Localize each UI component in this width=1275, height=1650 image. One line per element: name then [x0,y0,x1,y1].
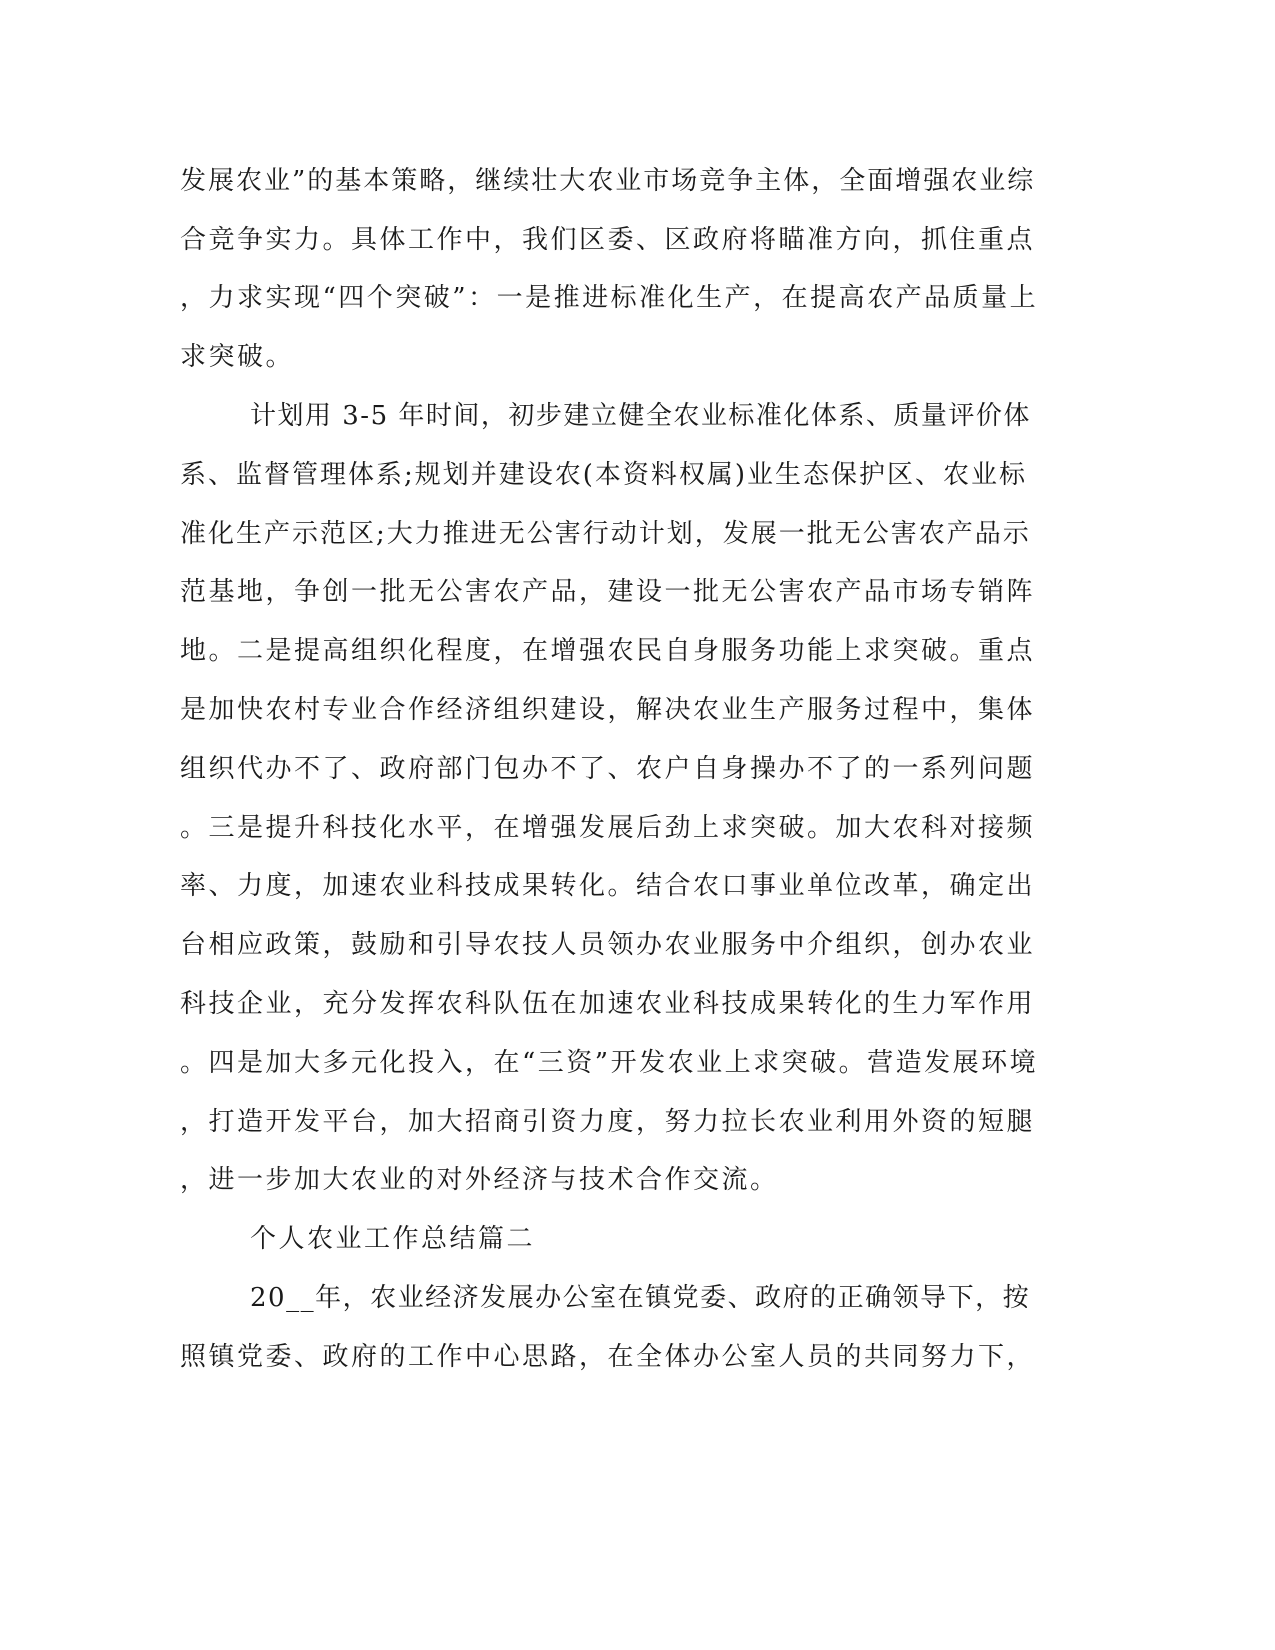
text-line: 。四是加大多元化投入，在“三资”开发农业上求突破。营造发展环境 [180,1048,1039,1078]
text-line: ，打造开发平台，加大招商引资力度，努力拉长农业利用外资的短腿 [180,1107,1036,1137]
text-line: 科技企业，充分发挥农科队伍在加速农业科技成果转化的生力军作用 [180,989,1036,1019]
section-heading: 个人农业工作总结篇二 [250,1224,536,1254]
text-line: 范基地，争创一批无公害农产品，建设一批无公害农产品市场专销阵 [180,577,1036,607]
text-line: ，进一步加大农业的对外经济与技术合作交流。 [180,1165,779,1195]
text-line: 发展农业”的基本策略，继续壮大农业市场竞争主体，全面增强农业综 [180,166,1036,196]
text-line: 合竞争实力。具体工作中，我们区委、区政府将瞄准方向，抓住重点 [180,225,1036,255]
text-line: 求突破。 [180,342,295,372]
text-line: 组织代办不了、政府部门包办不了、农户自身操办不了的一系列问题 [180,754,1036,784]
text-line: 地。二是提高组织化程度，在增强农民自身服务功能上求突破。重点 [180,636,1036,666]
text-line: 20__年，农业经济发展办公室在镇党委、政府的正确领导下，按 [250,1283,1031,1313]
text-line: 系、监督管理体系;规划并建设农(本资料权属)业生态保护区、农业标 [180,460,1028,490]
text-line: 准化生产示范区;大力推进无公害行动计划，发展一批无公害农产品示 [180,519,1031,549]
text-line: 照镇党委、政府的工作中心思路，在全体办公室人员的共同努力下， [180,1342,1036,1372]
text-line: 。三是提升科技化水平，在增强发展后劲上求突破。加大农科对接频 [180,813,1036,843]
text-line: 台相应政策，鼓励和引导农技人员领办农业服务中介组织，创办农业 [180,930,1036,960]
text-line: ，力求实现“四个突破”：一是推进标准化生产，在提高农产品质量上 [180,283,1039,313]
text-line: 是加快农村专业合作经济组织建设，解决农业生产服务过程中，集体 [180,695,1036,725]
text-line: 计划用 3-5 年时间，初步建立健全农业标准化体系、质量评价体 [250,401,1031,431]
text-line: 率、力度，加速农业科技成果转化。结合农口事业单位改革，确定出 [180,871,1036,901]
